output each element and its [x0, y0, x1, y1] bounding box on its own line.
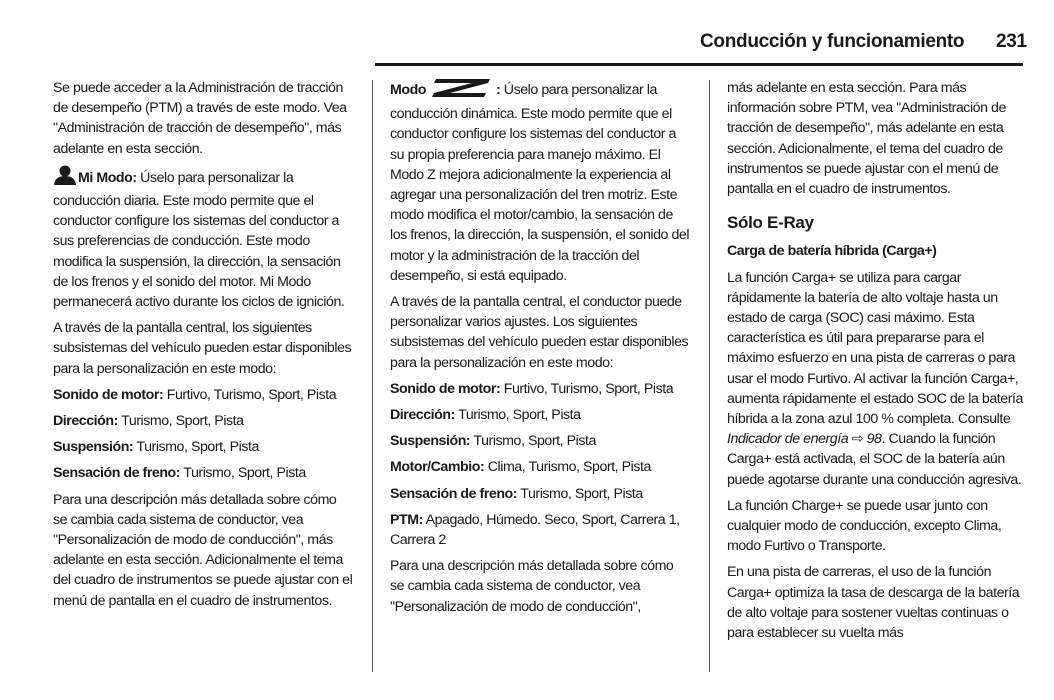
page-number: 231 — [996, 31, 1027, 52]
track-paragraph: En una pista de carreras, el uso de la función Carga+ optimiza la tasa de descarga de la batería de alto voltaje para sostener vueltas continuas o para establecer su vuelta más — [727, 564, 1020, 642]
subsystem-item — [390, 484, 690, 504]
column-2 — [390, 78, 690, 623]
column-3 — [727, 78, 1025, 649]
subsystem-label: Sensación de freno: — [390, 485, 518, 502]
subsystem-value: Clima, Turismo, Sport, Pista — [484, 459, 651, 476]
subsystem-value: Turismo, Sport, Pista — [180, 465, 306, 482]
modo-label: Modo — [390, 82, 427, 98]
charge-plus-modes-paragraph: La función Charge+ se puede usar junto con cualquier modo de conducción, excepto Clima, modo Furtivo o Transporte. — [727, 497, 1002, 555]
subsystem-value: Turismo, Sport, Pista — [470, 433, 596, 450]
page-ref-arrow-icon: ⇨ — [851, 431, 864, 448]
modo-colon: : — [496, 82, 501, 98]
subsystem-label: Sonido de motor: — [390, 380, 501, 397]
column-divider-1 — [372, 80, 373, 672]
section-title: Sólo E-Ray — [727, 213, 814, 233]
subsystem-value: Turismo, Sport, Pista — [133, 439, 259, 456]
subsystems-intro: A través de la pantalla central, los siguientes subsistemas del vehículo pueden estar disponibles para la personalización en este modo: — [53, 320, 352, 377]
subsystem-value: Apagado, Húmedo. Seco, Sport, Carrera 1, Carrera 2 — [390, 511, 680, 549]
detail-paragraph: Para una descripción más detallada sobre cómo se cambia cada sistema de conductor, vea "Personalización de modo de conducción", más adelante en esta sección. Adicionalmente el tema del cuadro de instrumentos se puede ajustar con el menú de pantalla en el cuadro de instrumentos. — [53, 491, 353, 609]
column-1 — [53, 78, 353, 617]
subsystem-label: Motor/Cambio: — [390, 459, 485, 476]
modo-text: Úselo para personalizar la conducción dinámica. Este modo permite que el conductor configure los sistemas del conductor a su propia preferencia para manejo máximo. El Modo Z mejora adicionalmente la experiencia al agregar una personalización del tren motriz. Este modo modifica el motor/cambio, la sensación de los frenos, la dirección, la suspensión, el sonido del motor y la administración de la tracción del desempeño, si está equipado. — [390, 82, 690, 284]
modo-z-paragraph — [390, 78, 690, 286]
person-icon — [53, 165, 77, 191]
subsystem-label: Suspensión: — [390, 433, 471, 450]
subsystem-item — [53, 463, 353, 483]
charge-plus-text-cont: . Cuando la función Carga+ está activada, el SOC de la batería aún puede agotarse durante una conducción agresiva. — [727, 431, 1022, 488]
subsystem-label: PTM: — [390, 511, 423, 528]
subsystem-label: Sonido de motor: — [53, 386, 164, 403]
column-divider-2 — [709, 80, 710, 672]
energy-indicator-link[interactable]: Indicador de energía — [727, 431, 849, 448]
subsystem-label: Sensación de freno: — [53, 465, 181, 482]
subsystem-item — [390, 457, 690, 477]
subsystem-item — [390, 431, 690, 451]
continuation-paragraph: más adelante en esta sección. Para más información sobre PTM, vea "Administración de tracción de desempeño", más adelante en esta sección. Adicionalmente, el tema del cuadro de instrumentos se puede ajustar con el menú de pantalla en el cuadro de instrumentos. — [727, 80, 1006, 198]
subsystem-value: Furtivo, Turismo, Sport, Pista — [500, 380, 674, 397]
subsystem-item — [53, 385, 353, 405]
subsystem-item — [390, 405, 690, 425]
page-header-title: Conducción y funcionamiento — [700, 31, 965, 52]
z-mode-icon — [430, 78, 492, 104]
subsystem-label: Dirección: — [390, 407, 455, 424]
detail-paragraph: Para una descripción más detallada sobre cómo se cambia cada sistema de conductor, vea "Personalización de modo de conducción", — [390, 558, 674, 615]
subsection-title: Carga de batería híbrida (Carga+) — [727, 243, 937, 260]
subsystem-value: Turismo, Sport, Pista — [517, 485, 643, 502]
charge-plus-paragraph — [727, 268, 1025, 490]
subsystems-intro: A través de la pantalla central, el conductor puede personalizar varios ajustes. Los siguientes subsistemas del vehículo pueden estar disponibles para la personalización en este modo: — [390, 294, 689, 371]
subsystem-item — [53, 437, 353, 457]
subsystem-item — [390, 510, 690, 550]
mi-modo-paragraph — [53, 165, 353, 312]
header-rule — [375, 63, 1023, 66]
subsystem-item — [390, 379, 690, 399]
charge-plus-text: La función Carga+ se utiliza para cargar rápidamente la batería de alto voltaje hasta un estado de carga (SOC) casi máximo. Esta característica es útil para prepararse para el máximo esfuerzo en una pista de carreras o para usar el modo Furtivo. Al activar la función Carga+, aumenta rápidamente el estado SOC de la batería híbrida a la zona azul 100 % completa. Consulte — [727, 269, 1023, 428]
ptm-access-paragraph: Se puede acceder a la Administración de tracción de desempeño (PTM) a través de este modo. Vea "Administración de tracción de desempeño", más adelante en esta sección. — [53, 80, 347, 157]
subsystem-label: Suspensión: — [53, 439, 134, 456]
page-ref-number[interactable]: 98 — [863, 431, 882, 448]
mi-modo-text: Úselo para personalizar la conducción diaria. Este modo permite que el conductor configure los sistemas del conductor a sus preferencias de conducción. Este modo modifica la suspensión, la dirección, la sensación de los frenos y el sonido del motor. Mi Modo permanecerá activo durante los ciclos de ignición. — [53, 169, 345, 311]
mi-modo-label: Mi Modo: — [78, 169, 137, 186]
subsystem-value: Turismo, Sport, Pista — [117, 413, 244, 430]
subsystem-item — [53, 411, 353, 431]
subsystem-value: Furtivo, Turismo, Sport, Pista — [163, 386, 337, 403]
subsystem-label: Dirección: — [53, 413, 118, 430]
subsystem-value: Turismo, Sport, Pista — [454, 407, 581, 424]
